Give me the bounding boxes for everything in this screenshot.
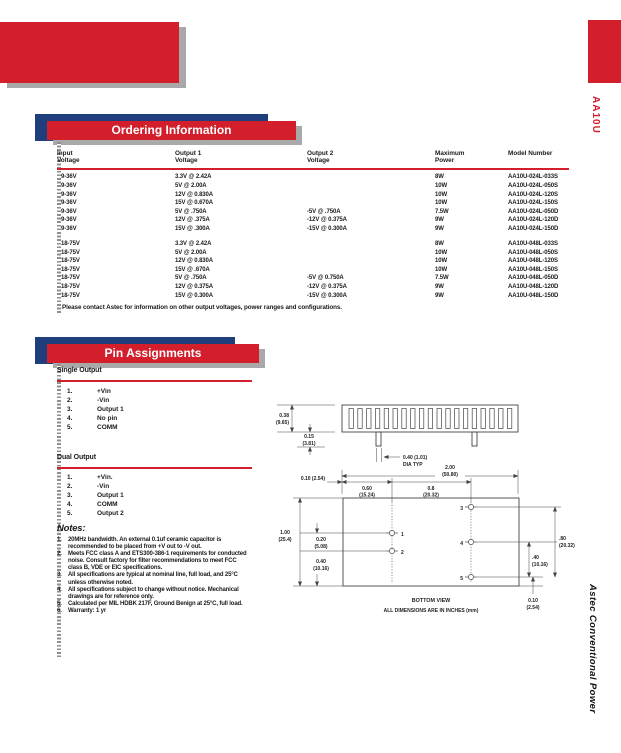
column-header-line2: Power xyxy=(435,157,455,165)
note-number: 1. xyxy=(57,537,62,543)
dim-right-40-mm: (10.16) xyxy=(532,562,548,568)
note-item xyxy=(57,601,249,608)
dim-pin2-bottom-mm: (10.16) xyxy=(313,566,329,572)
cell-maximum-power: 9W xyxy=(435,292,444,299)
cell-output2-voltage: -15V @ 0.300A xyxy=(307,225,347,232)
pin-list-item xyxy=(67,492,237,501)
pin-function: +Vin. xyxy=(97,474,113,481)
notes-list xyxy=(57,537,249,615)
table-row xyxy=(57,199,569,208)
bottom-view-pins xyxy=(386,504,477,579)
cell-output1-voltage: 12V @ .375A xyxy=(175,217,210,224)
cell-maximum-power: 10W xyxy=(435,258,448,265)
column-header-line1: Input xyxy=(57,150,73,157)
cell-model-number: AA10U-024L-120D xyxy=(508,217,559,224)
cell-output2-voltage: -5V @ .750A xyxy=(307,208,341,215)
cell-input-voltage: 18-75V xyxy=(61,240,80,247)
cell-output2-voltage: -12V @ 0.375A xyxy=(307,217,347,224)
ordering-section-title: Ordering Information xyxy=(47,121,296,140)
cell-maximum-power: 9W xyxy=(435,225,444,232)
column-header-line2: Voltage xyxy=(175,157,198,165)
dim-right-80-mm: (20.32) xyxy=(559,543,575,549)
cell-output2-voltage xyxy=(307,257,435,266)
single-output-pin-list xyxy=(67,388,237,433)
note-number: 2. xyxy=(57,551,62,558)
cell-input-voltage: 18-75V xyxy=(61,249,80,256)
ordering-table-header xyxy=(57,150,569,168)
pin-number: 1. xyxy=(67,474,73,481)
pin-list-item xyxy=(67,415,237,424)
cell-input-voltage: 18-75V xyxy=(61,258,80,265)
cell-output2-voltage xyxy=(307,173,435,182)
table-row xyxy=(57,182,569,191)
pin-list-item xyxy=(67,388,237,397)
dim-bottom-right-in: 0.10 xyxy=(528,598,538,604)
cell-maximum-power: 9W xyxy=(435,283,444,290)
cell-output1-voltage: 15V @ 0.670A xyxy=(175,200,214,207)
pin-label-2: 2 xyxy=(401,550,404,556)
table-group-18-75v xyxy=(57,240,569,300)
dim-pin-dia: 0.40 (1.01) xyxy=(403,455,428,461)
pin-function: Output 1 xyxy=(97,491,124,499)
table-row xyxy=(57,240,569,249)
cell-model-number: AA10U-048L-120D xyxy=(508,283,559,290)
table-row xyxy=(57,266,569,275)
note-number: 6. xyxy=(57,607,62,614)
column-header-line1: Model Number xyxy=(508,150,553,157)
pin-label-4: 4 xyxy=(460,541,463,547)
pin-function: No pin xyxy=(97,414,118,422)
dim-pin2-bottom-in: 0.40 xyxy=(316,559,326,565)
cell-input-voltage: 9-36V xyxy=(61,182,77,189)
dual-output-pin-list xyxy=(67,474,237,519)
column-header xyxy=(307,150,435,165)
side-view xyxy=(342,405,518,446)
cell-maximum-power: 10W xyxy=(435,249,448,256)
dim-col1-mm: (15.24) xyxy=(359,492,375,499)
cell-maximum-power: 10W xyxy=(435,191,448,198)
column-header-line2: Voltage xyxy=(307,157,330,165)
pin-number: 5. xyxy=(67,509,73,517)
pin-function: COMM xyxy=(97,500,118,508)
cell-output1-voltage: 5V @ .750A xyxy=(175,208,207,215)
dimension-lines-bottom xyxy=(293,498,561,594)
cell-output2-voltage: -12V @ 0.375A xyxy=(307,283,347,290)
dim-pin-length-mm: (3.81) xyxy=(302,441,316,447)
dim-pin-dia-typ: DIA TYP xyxy=(403,462,423,468)
cell-output2-voltage xyxy=(307,266,435,275)
pin-list-item xyxy=(67,510,237,519)
cell-input-voltage: 9-36V xyxy=(61,225,77,232)
cell-output1-voltage: 5V @ .750A xyxy=(175,275,207,282)
note-item xyxy=(57,572,249,586)
table-row xyxy=(57,225,569,234)
cell-maximum-power: 9W xyxy=(435,217,444,224)
dual-output-rule xyxy=(57,467,252,469)
note-item xyxy=(57,551,249,572)
pin-function: -Vin xyxy=(97,482,110,490)
cell-output1-voltage: 15V @ .300A xyxy=(175,225,210,232)
drawing-labels xyxy=(276,413,575,614)
note-text: Warranty: 1 yr xyxy=(68,607,107,614)
note-text: Meets FCC class A and ETS300-386-1 requirements for conducted noise. Consult factory for filter recommendations to meet FCC class B, VDE or EIC specifications. xyxy=(68,551,247,572)
cell-maximum-power: 8W xyxy=(435,174,444,181)
side-view-pin xyxy=(376,432,381,446)
ordering-table xyxy=(57,150,569,300)
note-number: 3. xyxy=(57,572,62,579)
note-text: All specifications are typical at nominal line, full load, and 25°C unless otherwise noted. xyxy=(68,572,238,586)
cell-input-voltage: 18-75V xyxy=(61,283,80,290)
table-group-9-36v xyxy=(57,173,569,233)
pin-list-item xyxy=(67,406,237,415)
pin-number: 5. xyxy=(67,423,73,431)
dim-col2-in: 0.8 xyxy=(427,486,435,492)
column-header xyxy=(57,150,175,165)
cell-output2-voltage xyxy=(307,182,435,191)
cell-maximum-power: 10W xyxy=(435,200,448,207)
cell-maximum-power: 10W xyxy=(435,266,448,273)
cell-model-number: AA10U-048L-120S xyxy=(508,258,558,265)
cell-model-number: AA10U-024L-120S xyxy=(508,191,558,198)
pin-number: 2. xyxy=(67,482,73,490)
bottom-view-caption: BOTTOM VIEW xyxy=(411,598,451,604)
dim-col1-in: 0.60 xyxy=(362,486,372,492)
note-item xyxy=(57,608,249,615)
note-text: 20MHz bandwidth. An external 0.1uf ceramic capacitor is recommended to be placed from +V out to -V out. xyxy=(68,537,222,551)
pin-list-item xyxy=(67,501,237,510)
cell-output2-voltage xyxy=(307,240,435,249)
cell-model-number: AA10U-024L-150D xyxy=(508,225,559,232)
dim-side-height-mm: (9.65) xyxy=(275,420,289,426)
mechanical-drawing xyxy=(265,390,621,625)
pin-number: 2. xyxy=(67,396,73,404)
pin-number: 1. xyxy=(67,388,73,395)
table-row xyxy=(57,249,569,258)
cell-input-voltage: 9-36V xyxy=(61,217,77,224)
single-output-heading: Single Output xyxy=(57,367,102,374)
cell-model-number: AA10U-024L-033S xyxy=(508,174,558,181)
dim-bottom-right-mm: (2.54) xyxy=(526,605,540,611)
pin-number: 4. xyxy=(67,500,73,508)
column-header-line1: Output 2 xyxy=(307,150,334,157)
cell-model-number: AA10U-048L-050D xyxy=(508,275,559,282)
cell-output1-voltage: 15V @ .670A xyxy=(175,266,210,273)
side-tab-model: AA10U xyxy=(590,96,601,134)
cell-maximum-power: 7.5W xyxy=(435,275,449,282)
cell-output1-voltage: 15V @ 0.300A xyxy=(175,292,214,299)
cell-output1-voltage: 12V @ 0.375A xyxy=(175,283,214,290)
column-header xyxy=(508,150,569,165)
pin-list-item xyxy=(67,424,237,433)
pin-function: -Vin xyxy=(97,396,110,404)
cell-output2-voltage xyxy=(307,249,435,258)
single-output-rule xyxy=(57,380,252,382)
pin-label-3: 3 xyxy=(460,506,463,512)
cell-output1-voltage: 5V @ 2.00A xyxy=(175,182,207,189)
cell-model-number: AA10U-024L-050D xyxy=(508,208,559,215)
cell-output2-voltage: -5V @ 0.750A xyxy=(307,275,344,282)
ordering-footnote: Please contact Astec for information on other output voltages, power ranges and configurations. xyxy=(62,304,342,311)
pin-label-1: 1 xyxy=(401,532,404,538)
units-caption: ALL DIMENSIONS ARE IN INCHES (mm) xyxy=(383,608,479,614)
pin-function: Output 1 xyxy=(97,405,124,413)
note-number: 4. xyxy=(57,586,62,593)
cell-model-number: AA10U-048L-150D xyxy=(508,292,559,299)
pin-number: 3. xyxy=(67,405,73,413)
dim-right-40-in: .40 xyxy=(532,555,539,561)
side-tab-family: Astec Conventional Power xyxy=(587,584,598,714)
dim-width-mm: (50.80) xyxy=(442,472,458,478)
table-row xyxy=(57,257,569,266)
note-text: Calculated per MIL HDBK 217F, Ground Benign at 25°C, full load. xyxy=(68,600,243,607)
note-item xyxy=(57,587,249,601)
cell-input-voltage: 18-75V xyxy=(61,266,80,273)
dim-pin12-mm: (5.08) xyxy=(314,544,328,550)
pins-section-title: Pin Assignments xyxy=(47,344,259,363)
table-row xyxy=(57,283,569,292)
table-row xyxy=(57,208,569,217)
side-view-pin xyxy=(472,432,477,446)
dim-pin-length-in: 0.15 xyxy=(304,434,314,440)
cell-maximum-power: 7.5W xyxy=(435,208,449,215)
table-row xyxy=(57,191,569,200)
cell-output1-voltage: 12V @ 0.830A xyxy=(175,191,214,198)
dim-right-80-in: .80 xyxy=(559,536,566,542)
pin-list-item xyxy=(67,483,237,492)
cell-input-voltage: 18-75V xyxy=(61,275,80,282)
pin-function: +Vin xyxy=(97,388,111,395)
cell-output1-voltage: 3.3V @ 2.42A xyxy=(175,240,212,247)
pin-number: 4. xyxy=(67,414,73,422)
cell-input-voltage: 9-36V xyxy=(61,208,77,215)
note-number: 5. xyxy=(57,600,62,607)
cell-input-voltage: 9-36V xyxy=(61,174,77,181)
dim-left-offset: 0.10 (2.54) xyxy=(300,476,325,482)
dim-col2-mm: (20.32) xyxy=(423,492,439,499)
pin-number: 3. xyxy=(67,491,73,499)
top-left-red-block xyxy=(0,22,179,83)
column-header-line1: Output 1 xyxy=(175,150,202,157)
top-right-red-block xyxy=(588,20,621,83)
dim-height-mm: (25.4) xyxy=(278,537,292,543)
pin-function: Output 2 xyxy=(97,509,124,517)
cell-model-number: AA10U-024L-050S xyxy=(508,182,558,189)
table-header-rule xyxy=(57,168,569,171)
notes-heading: Notes: xyxy=(57,523,86,534)
dim-pin12-in: 0.20 xyxy=(316,537,326,543)
table-row xyxy=(57,173,569,182)
cell-input-voltage: 9-36V xyxy=(61,191,77,198)
pin-label-5: 5 xyxy=(460,576,463,582)
dim-side-height-in: 0.38 xyxy=(279,413,289,419)
pin-list-item xyxy=(67,397,237,406)
column-header-line1: Maximum xyxy=(435,150,465,157)
cell-model-number: AA10U-048L-050S xyxy=(508,249,558,256)
cell-maximum-power: 10W xyxy=(435,182,448,189)
cell-output2-voltage xyxy=(307,199,435,208)
cell-model-number: AA10U-048L-150S xyxy=(508,266,558,273)
cell-model-number: AA10U-024L-150S xyxy=(508,200,558,207)
cell-output2-voltage xyxy=(307,191,435,200)
cell-input-voltage: 18-75V xyxy=(61,292,80,299)
cell-input-voltage: 9-36V xyxy=(61,200,77,207)
cell-maximum-power: 8W xyxy=(435,240,444,247)
column-header-line2: Voltage xyxy=(57,157,80,165)
table-row xyxy=(57,216,569,225)
pin-list-item xyxy=(67,474,237,483)
dim-height-in: 1.00 xyxy=(280,530,290,536)
cell-output2-voltage: -15V @ 0.300A xyxy=(307,292,347,299)
dual-output-heading: Dual Output xyxy=(57,454,96,461)
table-row xyxy=(57,274,569,283)
cell-output1-voltage: 3.3V @ 2.42A xyxy=(175,174,212,181)
cell-model-number: AA10U-048L-033S xyxy=(508,240,558,247)
note-text: All specifications subject to change without notice. Mechanical drawings are for reference only. xyxy=(68,586,239,600)
note-item xyxy=(57,537,249,551)
dim-width-in: 2.00 xyxy=(445,465,455,471)
column-header xyxy=(435,150,508,165)
cell-output1-voltage: 5V @ 2.00A xyxy=(175,249,207,256)
column-header xyxy=(175,150,307,165)
pin-function: COMM xyxy=(97,423,118,431)
cell-output1-voltage: 12V @ 0.830A xyxy=(175,258,214,265)
table-row xyxy=(57,292,569,301)
